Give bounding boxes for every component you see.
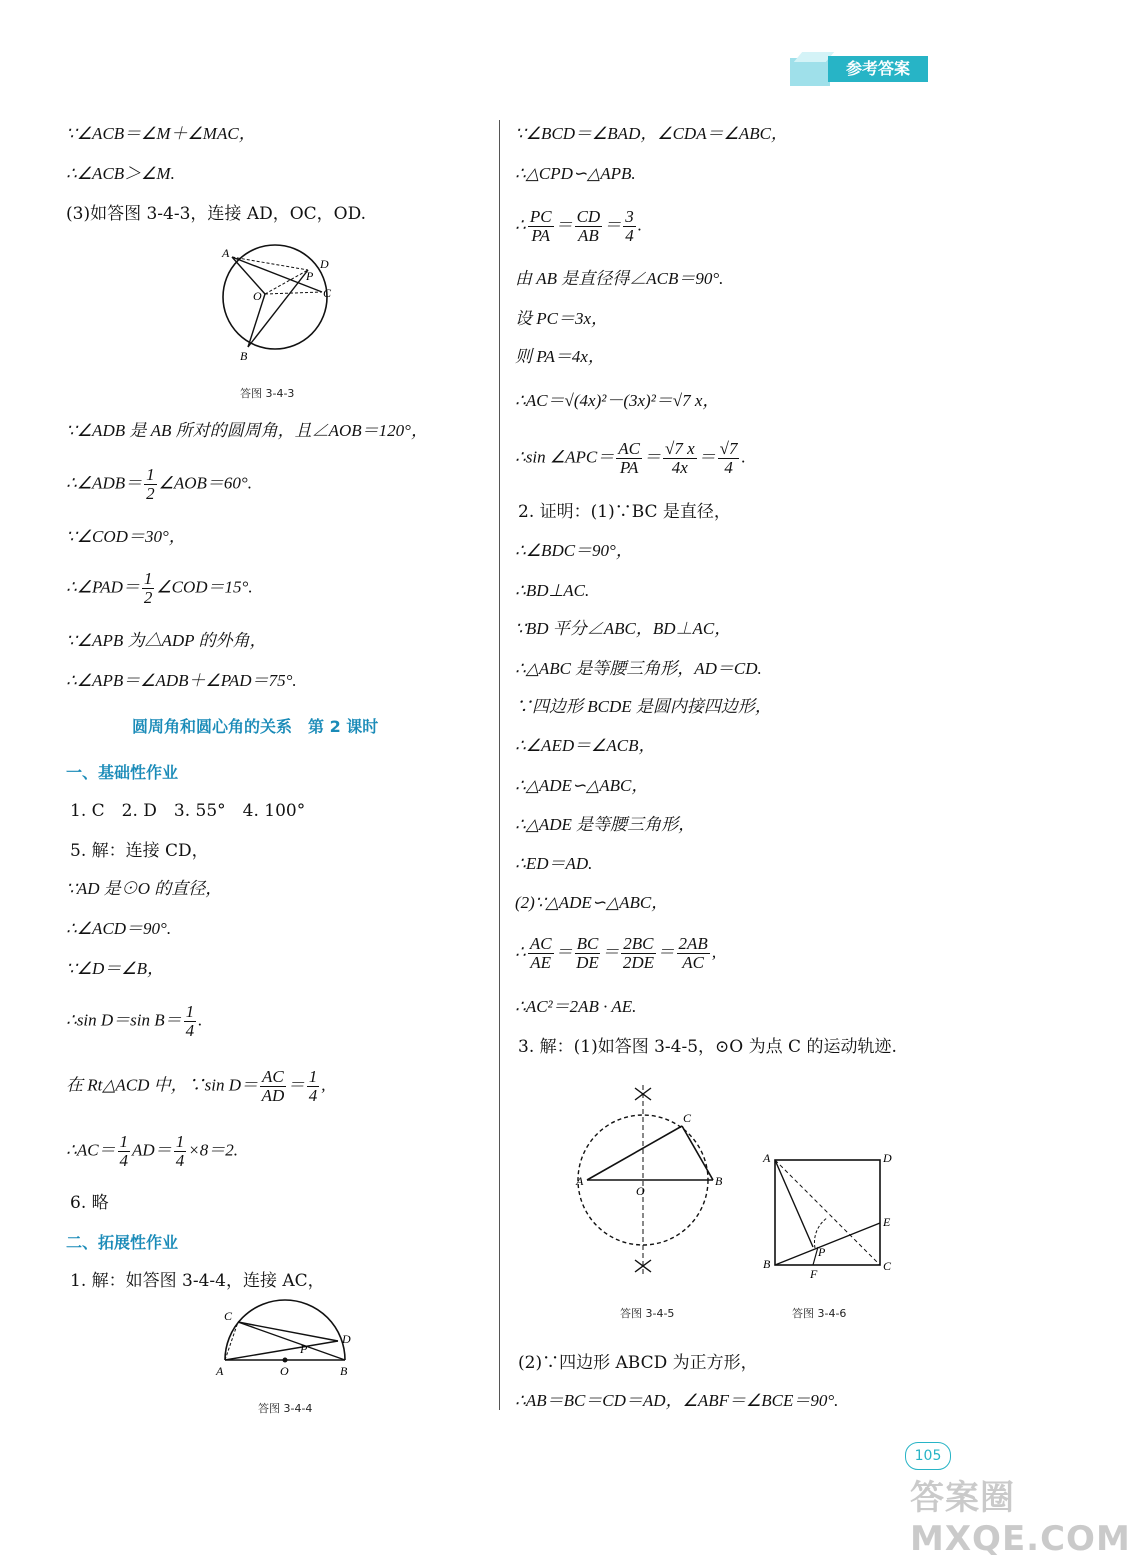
left-line-13: ∴∠ACD＝90°. [66, 919, 172, 938]
fig343-label-A: A [222, 246, 230, 260]
right-line-17: ∴△ADE 是等腰三角形， [515, 815, 696, 834]
column-divider [499, 120, 500, 1410]
right-line-9: 2. 证明：(1)∵BC 是直径， [518, 502, 731, 522]
right-line-2: ∴△CPD∽△APB. [515, 164, 636, 183]
figure-3-4-3 [210, 242, 340, 367]
fig346-caption: 答图 3-4-6 [792, 1307, 847, 1320]
right-line-4: 由 AB 是直径得∠ACB＝90°. [515, 269, 724, 288]
frac-ac-ae: $\frac{AC}{AE}$ [529, 934, 552, 972]
frac-ac-pa: $\frac{AC}{PA}$ [618, 439, 640, 477]
frac-pc-pa: $\frac{PC}{PA}$ [529, 207, 552, 245]
right-line-6: 则 PA＝4x， [515, 347, 605, 366]
page-number: 105 [905, 1442, 951, 1470]
right-line-12: ∵BD 平分∠ABC，BD⊥AC， [515, 619, 732, 638]
left-line-12: ∵AD 是⊙O 的直径， [66, 879, 223, 898]
right-line-5: 设 PC＝3x， [515, 309, 609, 328]
fig343-label-O: O [253, 289, 262, 303]
left-line-16: 在 Rt△ACD 中，∵sin D＝ $\frac{AC}{AD}$ ＝ $\frac{1}{4}$ , [66, 1067, 326, 1105]
frac-three-four: $\frac{3}{4}$ [625, 207, 634, 245]
fig343-label-P: P [306, 269, 314, 283]
fig345-label-O: O [636, 1184, 645, 1198]
right-line-24: ∴AB＝BC＝CD＝AD，∠ABF＝∠BCE＝90°. [515, 1391, 839, 1410]
left-line-18: 6. 略 [70, 1193, 109, 1213]
left-line-7: ∴∠PAD＝ $\frac{1}{2}$ ∠COD＝15°. [66, 569, 253, 607]
fig344-label-A: A [216, 1364, 224, 1378]
section-title: 圆周角和圆心角的关系 第 2 课时 [132, 717, 379, 736]
figure-3-4-4 [210, 1295, 360, 1380]
header-tag: 参考答案 [828, 56, 928, 82]
fig344-label-B: B [340, 1364, 348, 1378]
right-line-14: ∵四边形 BCDE 是圆内接四边形， [515, 697, 772, 716]
frac-ac-ad: $\frac{AC}{AD}$ [261, 1067, 285, 1105]
left-line-15: ∴sin D＝sin B＝ $\frac{1}{4}$ . [66, 1002, 203, 1040]
frac-2bc-2de: $\frac{2BC}{2DE}$ [622, 934, 654, 972]
right-line-1: ∵∠BCD＝∠BAD，∠CDA＝∠ABC， [515, 124, 788, 143]
fig344-label-D: D [342, 1332, 351, 1346]
fig345-label-B: B [715, 1174, 723, 1188]
watermark: 答案圈 MXQE.COM [910, 1478, 1131, 1559]
fig344-label-P: P [300, 1342, 308, 1356]
fig346-label-P: P [818, 1245, 826, 1259]
right-line-7: ∴AC＝√(4x)²－(3x)²＝√7 x， [515, 391, 720, 410]
figure-3-4-6 [760, 1148, 900, 1283]
left-line-5: ∴∠ADB＝ $\frac{1}{2}$ ∠AOB＝60°. [66, 465, 252, 503]
fig343-caption: 答图 3-4-3 [240, 387, 295, 400]
right-line-8: ∴sin ∠APC＝ $\frac{AC}{PA}$ ＝ $\frac{√7 x}{4x}$ ＝ $\frac{√7}{4}$ . [515, 439, 746, 477]
frac-quarter-3: $\frac{1}{4}$ [119, 1132, 129, 1170]
right-line-15: ∴∠AED＝∠ACB， [515, 736, 656, 755]
section-basic: 一、基础性作业 [66, 763, 179, 782]
left-line-19: 1. 解：如答图 3-4-4，连接 AC， [70, 1271, 325, 1291]
fig346-label-E: E [883, 1215, 891, 1229]
right-line-18: ∴ED＝AD. [515, 854, 593, 873]
right-line-20: ∴ $\frac{AC}{AE}$ ＝ $\frac{BC}{DE}$ ＝ $\frac{2BC}{2DE}$ ＝ $\frac{2AB}{AC}$ , [515, 934, 717, 972]
frac-quarter-1: $\frac{1}{4}$ [185, 1002, 195, 1040]
fig343-label-D: D [320, 257, 329, 271]
section-extended: 二、拓展性作业 [66, 1233, 179, 1252]
right-line-19: (2)∵△ADE∽△ABC， [515, 893, 669, 912]
left-line-14: ∵∠D＝∠B， [66, 959, 164, 978]
fig343-label-C: C [323, 286, 332, 300]
right-line-3: ∴ $\frac{PC}{PA}$ ＝ $\frac{CD}{AB}$ ＝ $\frac{3}{4}$ . [515, 207, 642, 245]
frac-cd-ab: $\frac{CD}{AB}$ [576, 207, 601, 245]
fig346-label-C: C [883, 1259, 892, 1273]
fig346-label-F: F [810, 1267, 818, 1281]
left-line-10: 1. C 2. D 3. 55° 4. 100° [70, 801, 306, 821]
frac-2ab-ac: $\frac{2AB}{AC}$ [678, 934, 708, 972]
frac-s7x-4x: $\frac{√7 x}{4x}$ [665, 439, 695, 477]
fig344-caption: 答图 3-4-4 [258, 1402, 313, 1415]
left-line-3: (3)如答图 3-4-3，连接 AD，OC，OD. [66, 204, 367, 224]
frac-bc-de: $\frac{BC}{DE}$ [576, 934, 599, 972]
fig345-caption: 答图 3-4-5 [620, 1307, 675, 1320]
frac-half-2: $\frac{1}{2}$ [143, 569, 153, 607]
right-line-22: 3. 解：(1)如答图 3-4-5，⊙O 为点 C 的运动轨迹. [518, 1037, 897, 1057]
fig346-label-D: D [883, 1151, 892, 1165]
fig344-label-C: C [224, 1309, 233, 1323]
left-line-17: ∴AC＝ $\frac{1}{4}$ AD＝ $\frac{1}{4}$ ×8＝2. [66, 1132, 238, 1170]
left-line-2: ∴∠ACB＞∠M. [66, 164, 175, 183]
figure-3-4-5 [570, 1080, 730, 1280]
right-line-11: ∴BD⊥AC. [515, 581, 590, 600]
left-line-11: 5. 解：连接 CD， [70, 841, 209, 861]
header-cube-icon [790, 58, 830, 86]
frac-quarter-4: $\frac{1}{4}$ [175, 1132, 185, 1170]
answer-header [790, 52, 935, 88]
fig343-label-B: B [240, 349, 248, 363]
fig346-label-B: B [763, 1257, 771, 1271]
right-line-21: ∴AC²＝2AB · AE. [515, 997, 637, 1016]
left-line-1: ∵∠ACB＝∠M＋∠MAC， [66, 124, 256, 143]
left-line-8: ∵∠APB 为△ADP 的外角， [66, 631, 267, 650]
fig346-label-A: A [763, 1151, 771, 1165]
frac-half-1: $\frac{1}{2}$ [146, 465, 155, 503]
frac-s7-4: $\frac{√7}{4}$ [719, 439, 738, 477]
fig345-label-C: C [683, 1111, 692, 1125]
frac-quarter-2: $\frac{1}{4}$ [308, 1067, 318, 1105]
right-line-23: (2)∵四边形 ABCD 为正方形， [518, 1353, 758, 1373]
left-line-9: ∴∠APB＝∠ADB＋∠PAD＝75°. [66, 671, 297, 690]
fig344-label-O: O [280, 1364, 289, 1378]
left-line-4: ∵∠ADB 是 AB 所对的圆周角，且∠AOB＝120°， [66, 421, 428, 440]
right-line-16: ∴△ADE∽△ABC， [515, 776, 649, 795]
left-line-6: ∵∠COD＝30°， [66, 527, 186, 546]
fig345-label-A: A [576, 1174, 584, 1188]
right-line-10: ∴∠BDC＝90°， [515, 541, 633, 560]
right-line-13: ∴△ABC 是等腰三角形，AD＝CD. [515, 659, 762, 678]
